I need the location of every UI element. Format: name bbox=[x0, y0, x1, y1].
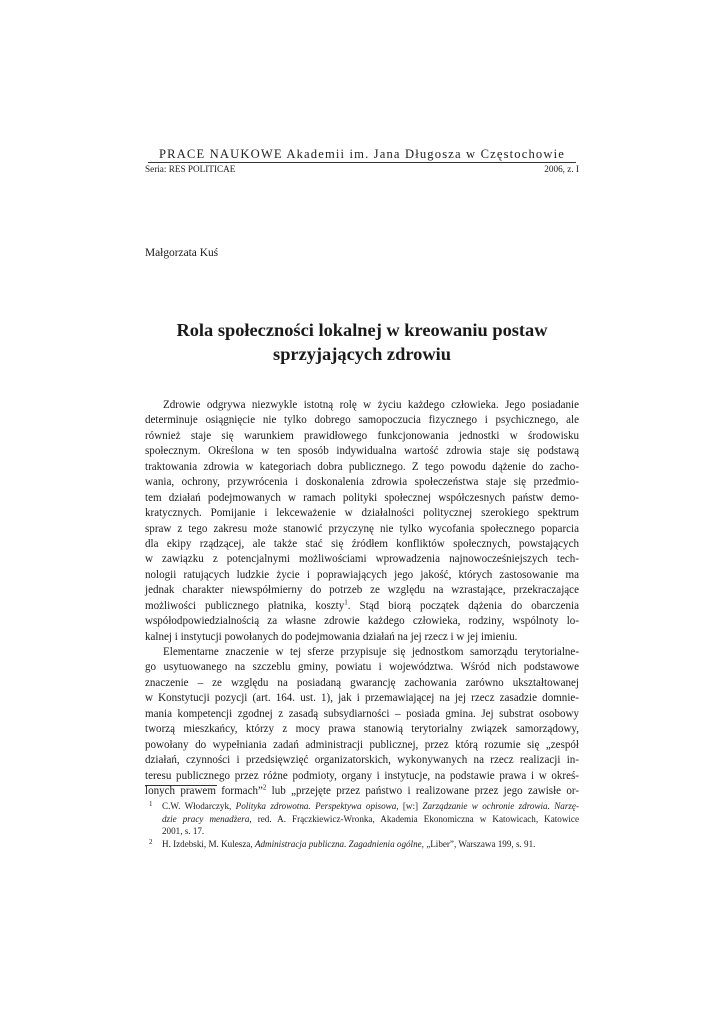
body-line: determinuje osiągnięcie nie tylko dobrego samopoczucia fizycznego i psychicznego, ale bbox=[145, 414, 579, 427]
footnote-line bbox=[162, 800, 579, 813]
body-line: go usytuowanego na szczeblu gminy, powiatu i województwa. Wśród nich podstawowe bbox=[145, 661, 579, 674]
body-line: działań, czynności i przedsięwzięć organizatorskich, wykonywanych na rzecz realizacji in- bbox=[145, 754, 579, 767]
issue-label: 2006, z. I bbox=[544, 164, 579, 174]
body-line: kratycznych. Pomijanie i lekceważenie w działalności politycznej szerokiego spektrum bbox=[145, 507, 579, 520]
footnote-ref[interactable]: 1 bbox=[344, 598, 348, 607]
body-line: jednak charakter niewspółmierny do potrzeb ze względu na wzrastające, przekraczające bbox=[145, 584, 579, 597]
body-line: nologii ratujących ludzkie życie i poprawiających jego jakość, których zastosowanie ma bbox=[145, 568, 579, 581]
body-line: tworzą mieszkańcy, którzy z mocy prawa stanowią terytorialny związek samorządowy, bbox=[145, 723, 579, 736]
body-line: znaczenie – ze względu na posiadaną gwarancję zachowania zarówno ukształtowanej bbox=[145, 676, 579, 689]
footnote-line: 2001, s. 17. bbox=[162, 826, 205, 837]
body-line: teresu publicznego przez różne podmioty, organy i instytucje, na podstawie prawa i w okreś- bbox=[145, 769, 579, 782]
body-line-with-footnote-ref bbox=[145, 599, 579, 614]
footnote-text-italic: Polityka zdrowotna. Perspektywa opisowa bbox=[235, 801, 397, 811]
body-line: tem działań podejmowanych w ramach polityki społecznej współczesnych państw demo- bbox=[145, 491, 579, 504]
footnote-ref[interactable]: 2 bbox=[262, 783, 267, 792]
footnote-text: C.W. Włodarczyk, bbox=[162, 801, 236, 811]
body-line: Elementarne znaczenie w tej sferze przypisuje się jednostkom samorządu terytorialne- bbox=[163, 646, 579, 658]
title-line: sprzyjających zdrowiu bbox=[273, 344, 451, 364]
body-line: współodpowiedzialnością za własne zdrowie każdego człowieka, rodziny, wspólnoty lo- bbox=[145, 615, 579, 628]
header-divider bbox=[148, 162, 576, 163]
body-line: w Konstytucji pozycji (art. 164. ust. 1), jak i przemawiającej na jej rzecz zasadzie domnie- bbox=[145, 692, 579, 705]
footnote-line bbox=[162, 813, 579, 826]
body-line: spraw z tego zakresu może stanowić przyczynę nie tylko wycofania społecznego poparcia bbox=[145, 522, 579, 535]
body-line: Zdrowie odgrywa niezwykle istotną rolę w życiu każdego człowieka. Jego posiadanie bbox=[163, 399, 579, 411]
footnote bbox=[145, 800, 579, 838]
body-line-part: lub „przejęte przez państwo i realizowane przez jego zawisłe or- bbox=[266, 784, 579, 797]
article-title bbox=[145, 318, 579, 366]
body-line: również staje się warunkiem prawidłowego funkcjonowania jednostki w środowisku bbox=[145, 429, 579, 442]
body-line-part: . Stąd biorą początek dążenia do obarczenia bbox=[347, 599, 579, 612]
footnote-number: 2 bbox=[149, 837, 153, 846]
footnote-text: H. Izdebski, M. Kulesza, bbox=[162, 838, 255, 849]
body-line: mania kompetencji zgodnej z zasadą subsydiarności – posiada gmina. Jej substrat osobowy bbox=[145, 707, 579, 720]
footnote-text-italic: Zarządzanie w ochronie zdrowia. Narzę- bbox=[422, 801, 579, 811]
body-line: społecznym. Określona w ten sposób indywidualna wartość zdrowia staje się podstawą bbox=[145, 445, 579, 458]
footnote bbox=[145, 838, 579, 851]
body-line: powołany do wypełniania zadań administracji publicznej, przez którą rozumie się „zespół bbox=[145, 738, 579, 751]
body-line: wania, ochrony, przywrócenia i doskonalenia zdrowia społeczeństwa staje się przedmio- bbox=[145, 476, 579, 489]
footnote-text: , red. A. Frączkiewicz-Wronka, Akademia Ekonomiczna w Katowicach, Katowice bbox=[249, 813, 579, 824]
footnote-number: 1 bbox=[149, 800, 153, 808]
footnote-text-italic: Administracja publiczna. Zagadnienia ogólne bbox=[254, 838, 422, 849]
series-label: Seria: RES POLITICAE bbox=[145, 164, 236, 174]
footnote-text-italic: dzie pracy menadżera bbox=[162, 813, 250, 824]
body-line: dla ekipy rządzącej, ale także stać się źródłem konfliktów społecznych, powstających bbox=[145, 537, 579, 550]
footnote-text: , „Liber”, Warszawa 199, s. 91. bbox=[421, 838, 536, 849]
article-body bbox=[145, 398, 579, 799]
author-name: Małgorzata Kuś bbox=[145, 247, 219, 259]
body-line: w zawiązku z potencjalnymi możliwościami wprowadzenia najnowocześniejszych tech- bbox=[145, 553, 579, 566]
footnote-text: , [w:] bbox=[396, 801, 423, 811]
title-line: Rola społeczności lokalnej w kreowaniu postaw bbox=[176, 320, 548, 340]
series-row bbox=[145, 164, 579, 174]
body-line-part: możliwości publicznego płatnika, koszty bbox=[145, 599, 345, 612]
footnotes bbox=[145, 800, 579, 850]
footnote-divider bbox=[145, 785, 217, 786]
footnote-line bbox=[162, 838, 579, 851]
journal-title: PRACE NAUKOWE Akademii im. Jana Długosza w Częstochowie bbox=[158, 147, 566, 161]
body-line-part: lonych prawem formach” bbox=[145, 784, 263, 797]
body-line: traktowania zdrowia w kategoriach dobra publicznego. Z tego powodu dążenie do zacho- bbox=[145, 460, 579, 473]
body-line: kalnej i instytucji powołanych do podejmowania działań na jej rzecz i w jej imieniu. bbox=[145, 630, 518, 643]
body-line-with-footnote-ref bbox=[145, 784, 579, 799]
